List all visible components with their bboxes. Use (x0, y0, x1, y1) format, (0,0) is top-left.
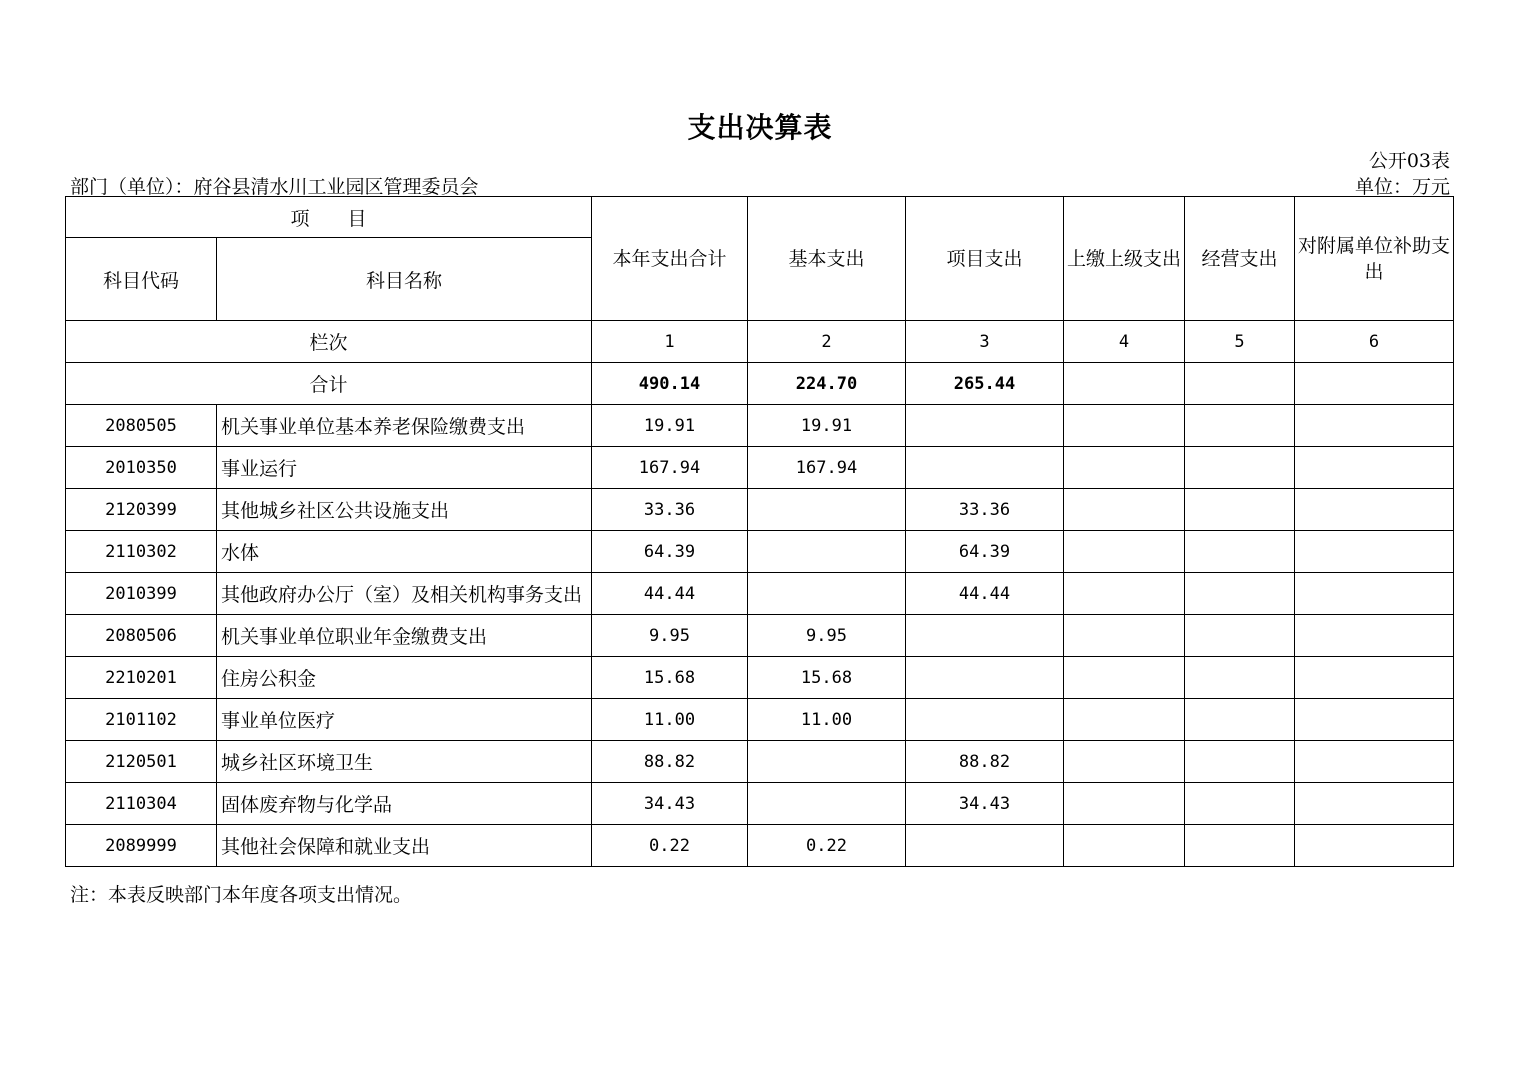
subject-name: 其他社会保障和就业支出 (217, 825, 592, 867)
amount-cell: 167.94 (592, 447, 748, 489)
header-code: 科目代码 (66, 238, 217, 321)
total-cell (1064, 363, 1185, 405)
amount-cell (1185, 615, 1295, 657)
amount-cell (906, 405, 1064, 447)
amount-cell (748, 531, 906, 573)
amount-cell (1064, 741, 1185, 783)
amount-cell: 64.39 (906, 531, 1064, 573)
amount-cell (748, 573, 906, 615)
amount-cell (1295, 531, 1454, 573)
header-col6: 对附属单位补助支出 (1295, 197, 1454, 321)
subject-name: 事业单位医疗 (217, 699, 592, 741)
subject-code: 2089999 (66, 825, 217, 867)
amount-cell (906, 699, 1064, 741)
column-index-cell: 6 (1295, 321, 1454, 363)
amount-cell (1185, 783, 1295, 825)
amount-cell: 34.43 (592, 783, 748, 825)
amount-cell (1185, 699, 1295, 741)
subject-code: 2210201 (66, 657, 217, 699)
amount-cell (1295, 405, 1454, 447)
subject-code: 2101102 (66, 699, 217, 741)
amount-cell: 33.36 (906, 489, 1064, 531)
subject-code: 2010350 (66, 447, 217, 489)
total-label: 合计 (66, 363, 592, 405)
amount-cell: 15.68 (748, 657, 906, 699)
table-row (66, 783, 1454, 825)
column-index-cell: 3 (906, 321, 1064, 363)
amount-cell (1064, 573, 1185, 615)
subject-name: 住房公积金 (217, 657, 592, 699)
header-col1: 本年支出合计 (592, 197, 748, 321)
amount-cell (1064, 825, 1185, 867)
amount-cell (1295, 615, 1454, 657)
amount-cell (1064, 447, 1185, 489)
amount-cell (1185, 405, 1295, 447)
header-name: 科目名称 (217, 238, 592, 321)
amount-cell: 167.94 (748, 447, 906, 489)
subject-code: 2120501 (66, 741, 217, 783)
amount-cell (748, 741, 906, 783)
amount-cell (1295, 741, 1454, 783)
amount-cell: 15.68 (592, 657, 748, 699)
amount-cell: 64.39 (592, 531, 748, 573)
amount-cell (1064, 699, 1185, 741)
amount-cell: 44.44 (906, 573, 1064, 615)
amount-cell (1185, 825, 1295, 867)
amount-cell (1295, 783, 1454, 825)
amount-cell (1064, 615, 1185, 657)
page-title: 支出决算表 (687, 111, 833, 144)
department-label: 部门（单位）：府谷县清水川工业园区管理委员会 (70, 176, 479, 198)
subject-name: 机关事业单位基本养老保险缴费支出 (217, 405, 592, 447)
total-row (66, 363, 1454, 405)
total-cell: 265.44 (906, 363, 1064, 405)
column-index-cell: 1 (592, 321, 748, 363)
subject-code: 2110304 (66, 783, 217, 825)
subject-code: 2010399 (66, 573, 217, 615)
subject-name: 其他政府办公厅（室）及相关机构事务支出 (217, 573, 592, 615)
amount-cell (1064, 489, 1185, 531)
table-row (66, 615, 1454, 657)
form-number: 公开03表 (1368, 150, 1450, 172)
amount-cell (1185, 531, 1295, 573)
header-col3: 项目支出 (906, 197, 1064, 321)
header-item: 项 目 (66, 197, 592, 238)
table-row (66, 489, 1454, 531)
amount-cell (906, 657, 1064, 699)
amount-cell (1295, 657, 1454, 699)
table-row (66, 447, 1454, 489)
amount-cell: 88.82 (592, 741, 748, 783)
table-row (66, 531, 1454, 573)
amount-cell (1295, 825, 1454, 867)
amount-cell (1064, 405, 1185, 447)
amount-cell (906, 447, 1064, 489)
amount-cell: 11.00 (748, 699, 906, 741)
total-cell (1295, 363, 1454, 405)
amount-cell (1185, 741, 1295, 783)
amount-cell (748, 489, 906, 531)
amount-cell: 34.43 (906, 783, 1064, 825)
subject-code: 2080506 (66, 615, 217, 657)
amount-cell: 88.82 (906, 741, 1064, 783)
subject-code: 2120399 (66, 489, 217, 531)
amount-cell (1295, 699, 1454, 741)
expenditure-table (65, 196, 1454, 867)
footnote: 注：本表反映部门本年度各项支出情况。 (70, 884, 413, 906)
amount-cell (1185, 573, 1295, 615)
column-index-label: 栏次 (66, 321, 592, 363)
amount-cell: 9.95 (748, 615, 906, 657)
subject-name: 城乡社区环境卫生 (217, 741, 592, 783)
header-col4: 上缴上级支出 (1064, 197, 1185, 321)
subject-name: 机关事业单位职业年金缴费支出 (217, 615, 592, 657)
total-cell (1185, 363, 1295, 405)
amount-cell (1185, 447, 1295, 489)
subject-name: 固体废弃物与化学品 (217, 783, 592, 825)
total-cell: 490.14 (592, 363, 748, 405)
table-row (66, 405, 1454, 447)
amount-cell: 9.95 (592, 615, 748, 657)
column-index-row (66, 321, 1454, 363)
amount-cell: 0.22 (748, 825, 906, 867)
header-col5: 经营支出 (1185, 197, 1295, 321)
subject-name: 其他城乡社区公共设施支出 (217, 489, 592, 531)
subject-name: 水体 (217, 531, 592, 573)
amount-cell (1185, 489, 1295, 531)
amount-cell (906, 825, 1064, 867)
table-row (66, 699, 1454, 741)
unit-label: 单位：万元 (1354, 176, 1450, 198)
amount-cell: 33.36 (592, 489, 748, 531)
amount-cell (1064, 783, 1185, 825)
amount-cell (1295, 489, 1454, 531)
amount-cell (906, 615, 1064, 657)
amount-cell (1185, 657, 1295, 699)
table-row (66, 825, 1454, 867)
subject-code: 2080505 (66, 405, 217, 447)
subject-name: 事业运行 (217, 447, 592, 489)
amount-cell (1064, 531, 1185, 573)
header-col2: 基本支出 (748, 197, 906, 321)
column-index-cell: 4 (1064, 321, 1185, 363)
column-index-cell: 2 (748, 321, 906, 363)
subject-code: 2110302 (66, 531, 217, 573)
amount-cell: 19.91 (592, 405, 748, 447)
amount-cell: 44.44 (592, 573, 748, 615)
amount-cell: 0.22 (592, 825, 748, 867)
header-row-1 (66, 197, 1454, 238)
table-row (66, 573, 1454, 615)
amount-cell: 11.00 (592, 699, 748, 741)
table-row (66, 741, 1454, 783)
amount-cell (1295, 447, 1454, 489)
total-cell: 224.70 (748, 363, 906, 405)
amount-cell: 19.91 (748, 405, 906, 447)
amount-cell (748, 783, 906, 825)
table-row (66, 657, 1454, 699)
amount-cell (1295, 573, 1454, 615)
amount-cell (1064, 657, 1185, 699)
column-index-cell: 5 (1185, 321, 1295, 363)
